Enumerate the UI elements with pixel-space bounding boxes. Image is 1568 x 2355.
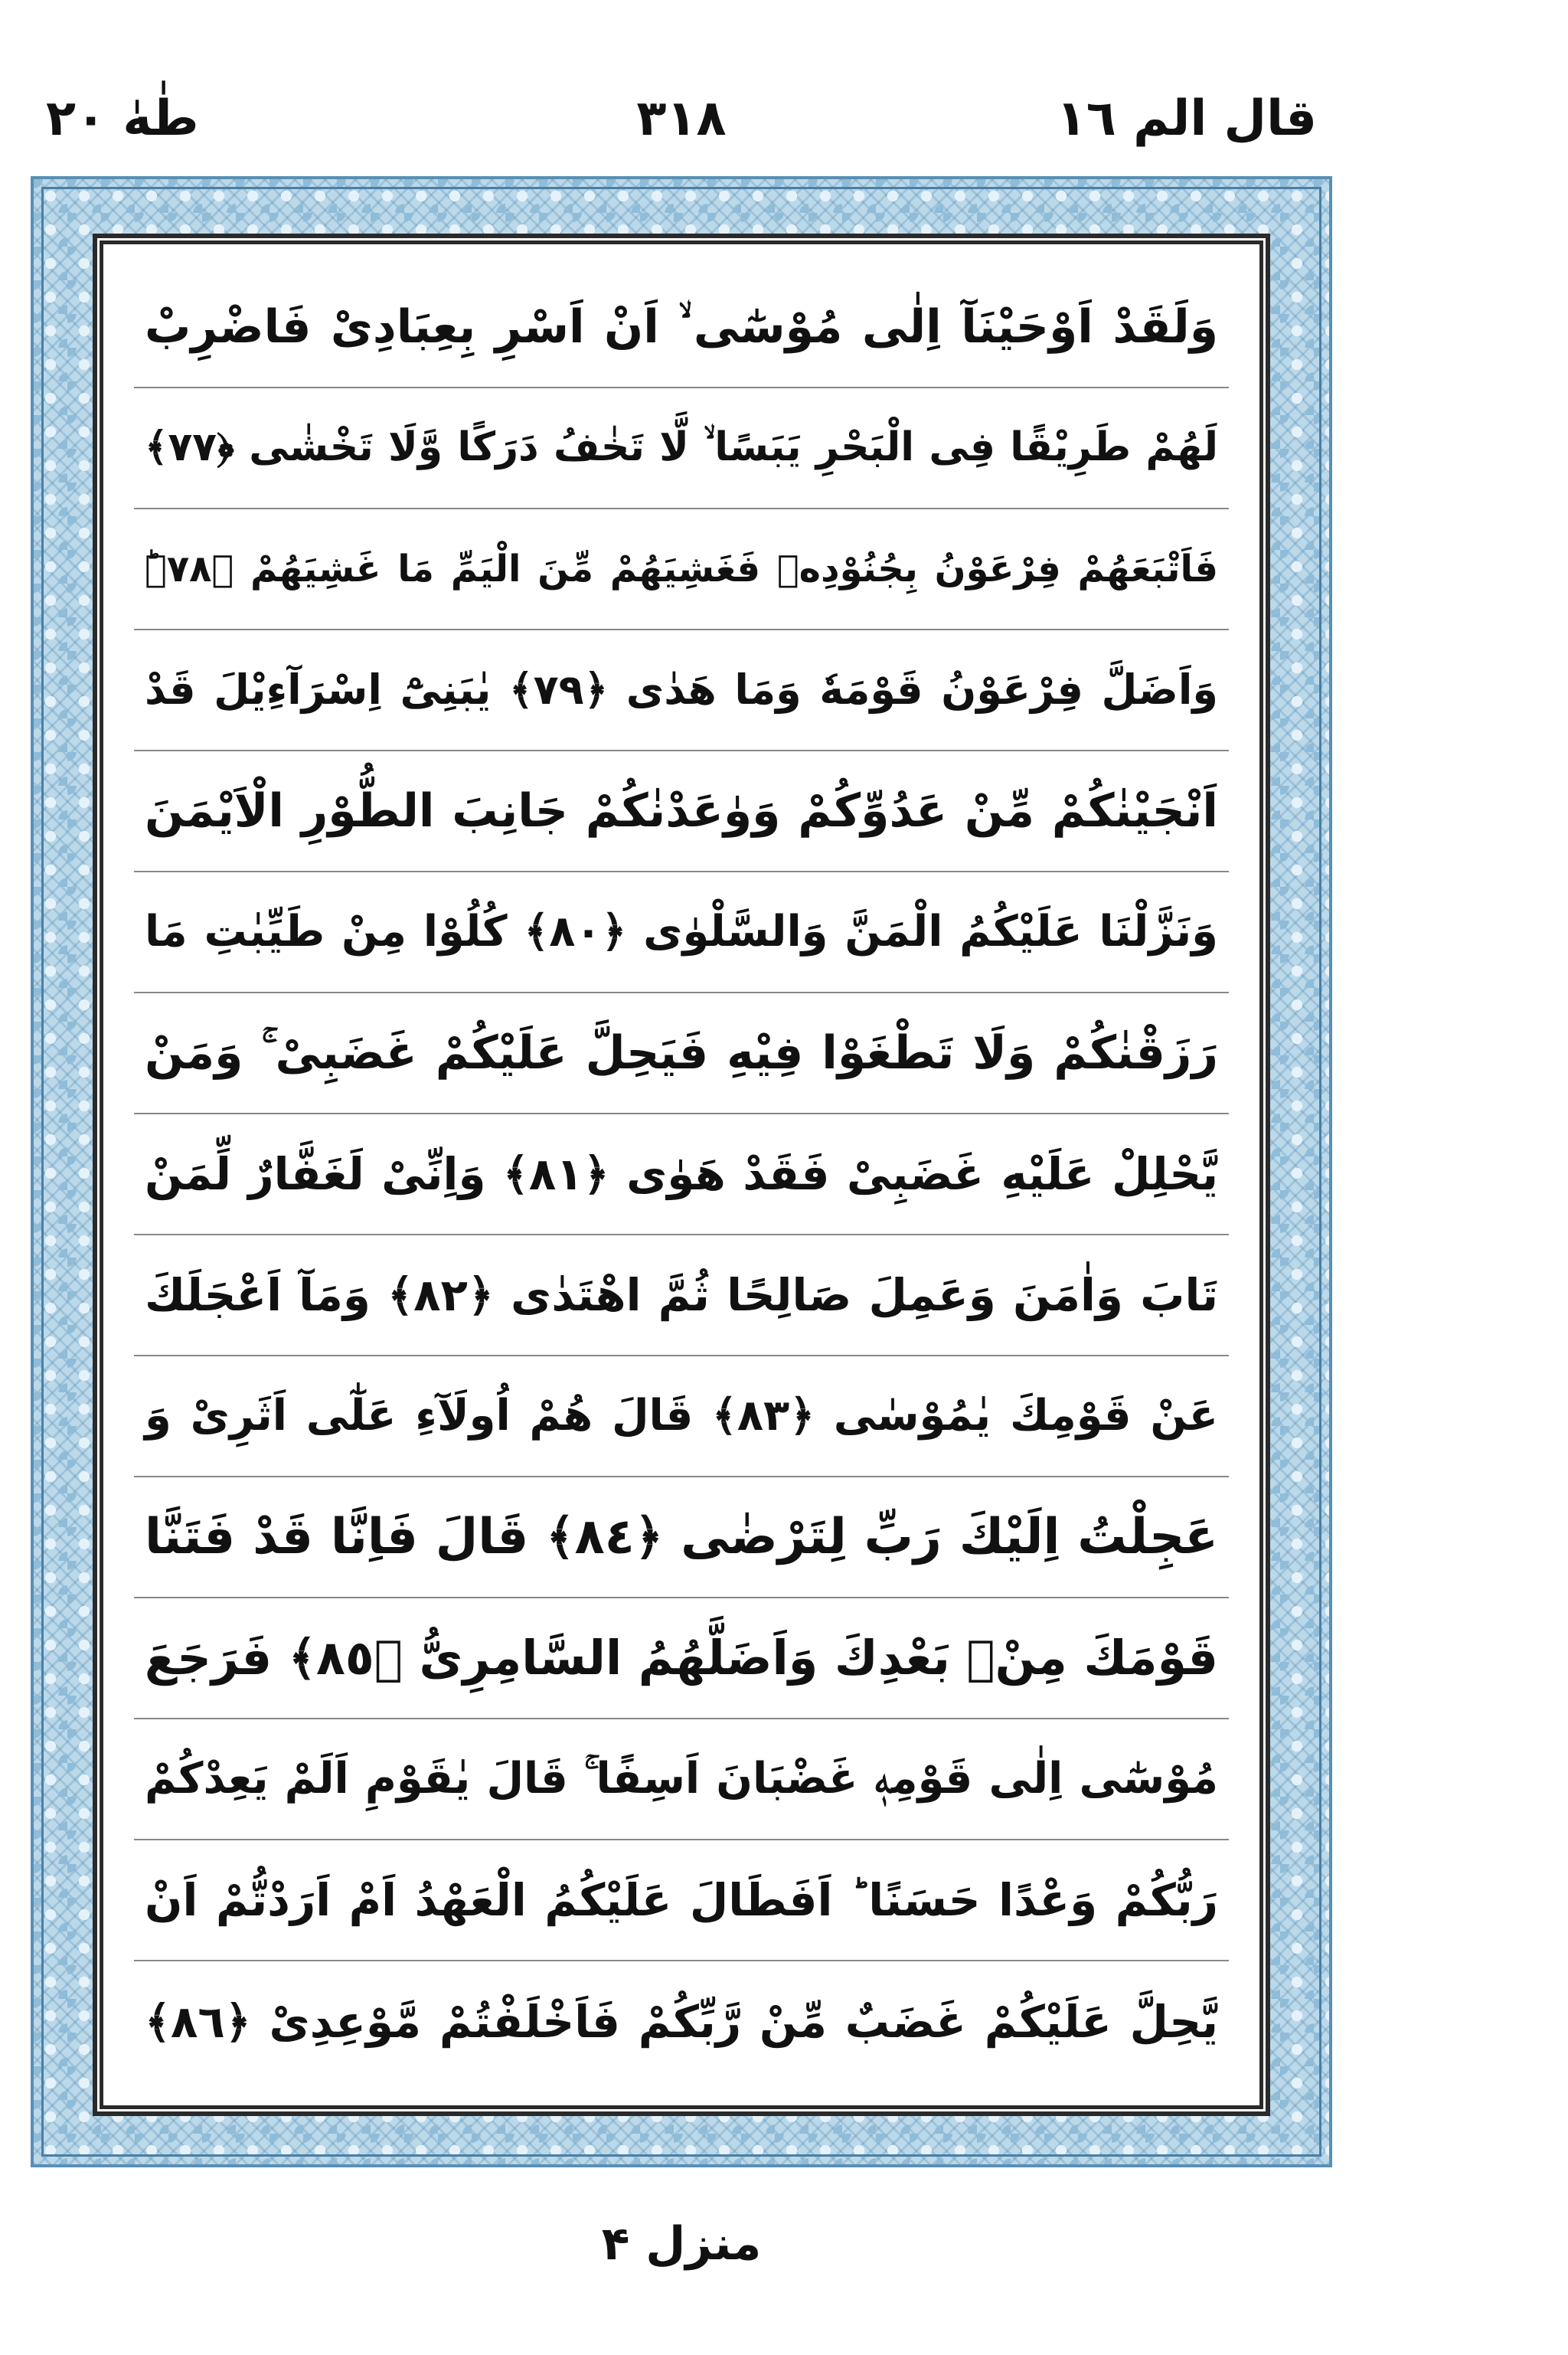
line-text: فَاَتْبَعَهُمْ فِرْعَوْنُ بِجُنُوْدِهٖ فَغَشِيَهُمْ مِّنَ الْيَمِّ مَا غَشِيَهُمْ ﴿٧٨﴾ؕ bbox=[145, 547, 1218, 590]
text-line bbox=[134, 1840, 1229, 1961]
surah-name: طٰهٰ ٢٠ bbox=[46, 90, 199, 147]
text-line bbox=[134, 1598, 1229, 1719]
text-line bbox=[134, 1961, 1229, 2082]
text-line bbox=[134, 1356, 1229, 1477]
line-text: عَجِلْتُ اِلَيْكَ رَبِّ لِتَرْضٰى ﴿٨٤﴾ قَالَ فَاِنَّا قَدْ فَتَنَّا bbox=[145, 1508, 1218, 1565]
text-line bbox=[134, 1235, 1229, 1356]
text-line bbox=[134, 388, 1229, 509]
line-text: يَّحْلِلْ عَلَيْهِ غَضَبِىْ فَقَدْ هَوٰى ﴿٨١﴾ وَاِنِّىْ لَغَفَّارٌ لِّمَنْ bbox=[145, 1147, 1218, 1200]
text-line bbox=[134, 1477, 1229, 1598]
line-text: قَوْمَكَ مِنْۢ بَعْدِكَ وَاَضَلَّهُمُ السَّامِرِىُّ ﴿٨٥﴾ فَرَجَعَ bbox=[144, 1630, 1218, 1686]
text-line bbox=[134, 1719, 1229, 1840]
text-line bbox=[134, 993, 1229, 1114]
line-text: رَزَقْنٰكُمْ وَلَا تَطْغَوْا فِيْهِ فَيَحِلَّ عَلَيْكُمْ غَضَبِىْ ۚ وَمَنْ bbox=[145, 1026, 1218, 1080]
page-number: ٣١٨ bbox=[636, 90, 727, 147]
line-text: رَبُّكُمْ وَعْدًا حَسَنًا ؕ اَفَطَالَ عَلَيْكُمُ الْعَهْدُ اَمْ اَرَدْتُّمْ اَنْ bbox=[145, 1873, 1218, 1926]
line-text: يَّحِلَّ عَلَيْكُمْ غَضَبٌ مِّنْ رَّبِّكُمْ فَاَخْلَفْتُمْ مَّوْعِدِىْ ﴿٨٦﴾ bbox=[145, 1995, 1218, 2048]
text-line bbox=[134, 872, 1229, 993]
text-panel bbox=[100, 240, 1263, 2109]
verse-lines bbox=[134, 267, 1229, 2082]
para-name: قال الم ١٦ bbox=[1056, 90, 1317, 147]
line-text: تَابَ وَاٰمَنَ وَعَمِلَ صَالِحًا ثُمَّ اهْتَدٰى ﴿٨٢﴾ وَمَآ اَعْجَلَكَ bbox=[145, 1268, 1218, 1321]
line-text: وَاَضَلَّ فِرْعَوْنُ قَوْمَهٗ وَمَا هَدٰى ﴿٧٩﴾ يٰبَنِىْٓ اِسْرَآءِيْلَ قَدْ bbox=[145, 665, 1218, 714]
line-text: وَنَزَّلْنَا عَلَيْكُمُ الْمَنَّ وَالسَّلْوٰى ﴿٨٠﴾ كُلُوْا مِنْ طَيِّبٰتِ مَا bbox=[145, 907, 1218, 957]
line-text: مُوْسٰٓى اِلٰى قَوْمِهٖ غَضْبَانَ اَسِفًا ۚ قَالَ يٰقَوْمِ اَلَمْ يَعِدْكُمْ bbox=[145, 1754, 1218, 1804]
text-line bbox=[134, 267, 1229, 388]
text-line bbox=[134, 630, 1229, 751]
manzil-label: منزل ۴ bbox=[601, 2217, 762, 2271]
line-text: عَنْ قَوْمِكَ يٰمُوْسٰى ﴿٨٣﴾ قَالَ هُمْ اُولَآءِ عَلٰٓى اَثَرِىْ وَ bbox=[145, 1391, 1218, 1441]
text-line bbox=[134, 509, 1229, 630]
text-line bbox=[134, 751, 1229, 872]
line-text: لَهُمْ طَرِيْقًا فِى الْبَحْرِ يَبَسًا ۙ لَّا تَخٰفُ دَرَكًا وَّلَا تَخْشٰى ﴿٧٧﴾ bbox=[145, 424, 1218, 471]
ornamental-border bbox=[31, 176, 1332, 2167]
page-footer bbox=[31, 2198, 1332, 2290]
text-line bbox=[134, 1114, 1229, 1235]
page-header bbox=[31, 77, 1332, 161]
line-text: اَنْجَيْنٰكُمْ مِّنْ عَدُوِّكُمْ وَوٰعَدْنٰكُمْ جَانِبَ الطُّوْرِ الْاَيْمَنَ bbox=[145, 784, 1218, 838]
line-text: وَلَقَدْ اَوْحَيْنَآ اِلٰى مُوْسٰٓى ۙ اَنْ اَسْرِ بِعِبَادِىْ فَاضْرِبْ bbox=[145, 300, 1218, 354]
